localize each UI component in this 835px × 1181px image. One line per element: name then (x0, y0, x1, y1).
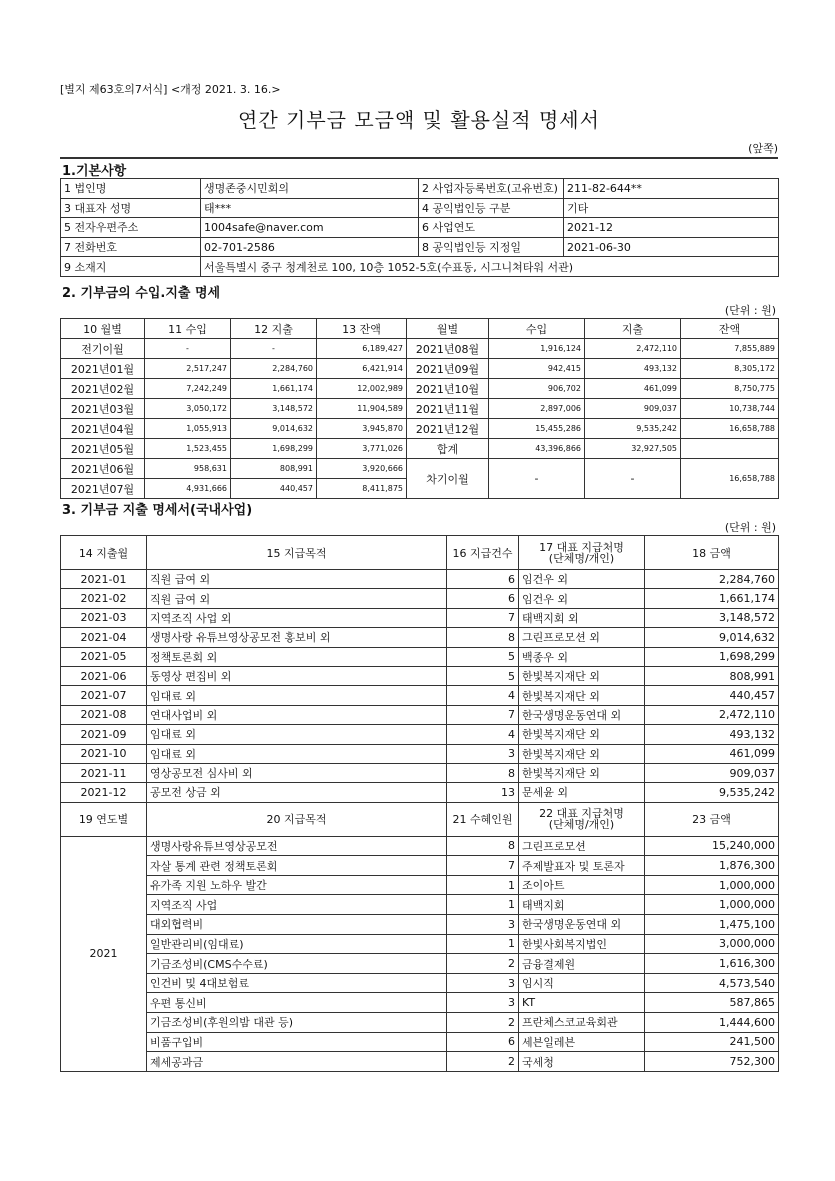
month-cell: 2021-12 (61, 783, 147, 802)
info-label: 8 공익법인등 지정일 (419, 237, 564, 257)
purpose-cell: 직원 급여 외 (147, 589, 447, 608)
info-row (61, 237, 779, 257)
basic-info-table (60, 178, 779, 277)
amount-cell: 1,055,913 (145, 419, 231, 439)
amount-cell: 8,305,172 (681, 359, 779, 379)
payee-cell: 금융결제원 (519, 954, 645, 974)
amount-cell: 1,616,300 (645, 954, 779, 974)
amount-cell: 1,698,299 (645, 647, 779, 666)
table-row (61, 647, 779, 666)
amount-cell: 8,750,775 (681, 379, 779, 399)
table-row (61, 783, 779, 802)
column-header: 월별 (407, 319, 489, 339)
amount-cell: 587,865 (645, 993, 779, 1013)
section2-unit: (단위 : 원) (724, 304, 776, 317)
amount-cell: 2,284,760 (231, 359, 317, 379)
table-row (61, 339, 779, 359)
payee-cell: 태백지회 (519, 895, 645, 915)
amount-cell: 3,050,172 (145, 399, 231, 419)
table-row (61, 895, 779, 915)
expense-detail-table (60, 535, 779, 1072)
amount-cell: 1,444,600 (645, 1013, 779, 1033)
amount-cell: 461,099 (585, 379, 681, 399)
count-cell: 13 (447, 783, 519, 802)
table-row (61, 954, 779, 974)
info-label: 2 사업자등록번호(고유번호) (419, 179, 564, 199)
column-header: 수입 (489, 319, 585, 339)
table-row (61, 570, 779, 589)
count-cell: 6 (447, 570, 519, 589)
amount-cell: 10,738,744 (681, 399, 779, 419)
amount-cell: - (145, 339, 231, 359)
column-header: 16 지급건수 (447, 536, 519, 570)
purpose-cell: 임대료 외 (147, 744, 447, 763)
count-cell: 7 (447, 705, 519, 724)
purpose-cell: 비품구입비 (147, 1032, 447, 1052)
count-cell: 6 (447, 1032, 519, 1052)
amount-cell: 808,991 (645, 666, 779, 685)
purpose-cell: 연대사업비 외 (147, 705, 447, 724)
month-cell: 2021-01 (61, 570, 147, 589)
amount-cell: 440,457 (645, 686, 779, 705)
purpose-cell: 대외협력비 (147, 915, 447, 935)
payee-cell: 한빛사회복지법인 (519, 934, 645, 954)
amount-cell: 3,000,000 (645, 934, 779, 954)
count-cell: 5 (447, 647, 519, 666)
info-row (61, 218, 779, 238)
column-header: 12 지출 (231, 319, 317, 339)
amount-cell: 1,523,455 (145, 439, 231, 459)
count-cell: 6 (447, 589, 519, 608)
amount-cell: 7,855,889 (681, 339, 779, 359)
month-cell: 2021년10월 (407, 379, 489, 399)
purpose-cell: 지역조직 사업 (147, 895, 447, 915)
month-cell: 2021-11 (61, 763, 147, 782)
table-row (61, 763, 779, 782)
month-cell: 2021-05 (61, 647, 147, 666)
month-cell: 2021년02월 (61, 379, 145, 399)
month-cell: 2021년12월 (407, 419, 489, 439)
count-cell: 3 (447, 973, 519, 993)
amount-cell: 942,415 (489, 359, 585, 379)
amount-cell: 3,148,572 (231, 399, 317, 419)
payee-cell: 한국생명운동연대 외 (519, 915, 645, 935)
table-row (61, 628, 779, 647)
month-cell: 2021년04월 (61, 419, 145, 439)
table-row (61, 915, 779, 935)
purpose-cell: 자살 통계 관련 정책토론회 (147, 856, 447, 876)
month-cell: 2021-07 (61, 686, 147, 705)
column-header (519, 802, 645, 836)
payee-cell: 한빛복지재단 외 (519, 686, 645, 705)
amount-cell: 3,945,870 (317, 419, 407, 439)
month-cell: 2021-06 (61, 666, 147, 685)
amount-cell: 752,300 (645, 1052, 779, 1072)
count-cell: 1 (447, 895, 519, 915)
carry-value: - (489, 459, 585, 499)
purpose-cell: 영상공모전 심사비 외 (147, 763, 447, 782)
amount-cell: 958,631 (145, 459, 231, 479)
info-value: 기타 (564, 198, 779, 218)
month-cell: 전기이월 (61, 339, 145, 359)
amount-cell: 909,037 (585, 399, 681, 419)
amount-cell: 3,148,572 (645, 608, 779, 627)
payee-cell: 임건우 외 (519, 589, 645, 608)
amount-cell: 11,904,589 (317, 399, 407, 419)
payee-cell: 주제발표자 및 토론자 (519, 856, 645, 876)
payee-cell: 한빛복지재단 외 (519, 725, 645, 744)
info-value: 1004safe@naver.com (201, 218, 419, 238)
month-cell: 2021년09월 (407, 359, 489, 379)
purpose-cell: 생명사랑유튜브영상공모전 (147, 836, 447, 856)
amount-cell: 440,457 (231, 479, 317, 499)
purpose-cell: 유가족 지원 노하우 발간 (147, 875, 447, 895)
address-row (61, 257, 779, 277)
month-cell: 2021-09 (61, 725, 147, 744)
info-value: 2021-06-30 (564, 237, 779, 257)
section1-title: 1.기본사항 (62, 164, 127, 179)
table-row (61, 589, 779, 608)
purpose-cell: 기금조성비(후원의밤 대관 등) (147, 1013, 447, 1033)
table-header-row (61, 536, 779, 570)
amount-cell: 9,535,242 (645, 783, 779, 802)
count-cell: 4 (447, 686, 519, 705)
amount-cell: 8,411,875 (317, 479, 407, 499)
amount-cell: 1,698,299 (231, 439, 317, 459)
table-row (61, 439, 779, 459)
payee-cell: 한국생명운동연대 외 (519, 705, 645, 724)
purpose-cell: 정책토론회 외 (147, 647, 447, 666)
column-header: 21 수혜인원 (447, 802, 519, 836)
info-label: 4 공익법인등 구분 (419, 198, 564, 218)
amount-cell: 2,472,110 (645, 705, 779, 724)
table-row (61, 934, 779, 954)
table-row (61, 744, 779, 763)
table-row (61, 836, 779, 856)
amount-cell: 2,897,006 (489, 399, 585, 419)
header-line: (단체명/개인) (548, 551, 615, 565)
purpose-cell: 인건비 및 4대보험료 (147, 973, 447, 993)
amount-cell: 9,014,632 (645, 628, 779, 647)
table-row (61, 359, 779, 379)
month-cell: 2021-08 (61, 705, 147, 724)
amount-cell: 43,396,866 (489, 439, 585, 459)
payee-cell: 임건우 외 (519, 570, 645, 589)
amount-cell: 3,920,666 (317, 459, 407, 479)
table-row (61, 608, 779, 627)
month-cell: 2021년05월 (61, 439, 145, 459)
count-cell: 2 (447, 954, 519, 974)
table-header-row (61, 802, 779, 836)
purpose-cell: 임대료 외 (147, 725, 447, 744)
info-label: 7 전화번호 (61, 237, 201, 257)
section2-title: 2. 기부금의 수입.지출 명세 (62, 286, 221, 301)
table-row (61, 459, 779, 479)
header-line: (단체명/개인) (548, 818, 615, 832)
info-label: 3 대표자 성명 (61, 198, 201, 218)
address-value: 서울특별시 중구 청계천로 100, 10층 1052-5호(수표동, 시그니쳐타워 서관) (201, 257, 779, 277)
year-cell: 2021 (61, 836, 147, 1071)
payee-cell: 한빛복지재단 외 (519, 666, 645, 685)
table-row (61, 1032, 779, 1052)
amount-cell: 493,132 (585, 359, 681, 379)
amount-cell: 1,661,174 (645, 589, 779, 608)
payee-cell: 국세청 (519, 1052, 645, 1072)
column-header: 23 금액 (645, 802, 779, 836)
column-header: 19 연도별 (61, 802, 147, 836)
count-cell: 2 (447, 1052, 519, 1072)
info-value: 02-701-2586 (201, 237, 419, 257)
form-number: [별지 제63호의7서식] <개정 2021. 3. 16.> (60, 83, 281, 96)
month-cell: 2021-03 (61, 608, 147, 627)
address-label: 9 소재지 (61, 257, 201, 277)
table-header-row (61, 319, 779, 339)
table-row (61, 875, 779, 895)
header-line: 17 대표 지급처명 (539, 540, 624, 554)
column-header: 13 잔액 (317, 319, 407, 339)
column-header: 14 지출월 (61, 536, 147, 570)
carry-value: 16,658,788 (681, 459, 779, 499)
amount-cell: 4,931,666 (145, 479, 231, 499)
purpose-cell: 동영상 편집비 외 (147, 666, 447, 685)
count-cell: 7 (447, 608, 519, 627)
count-cell: 2 (447, 1013, 519, 1033)
purpose-cell: 제세공과금 (147, 1052, 447, 1072)
column-header: 11 수입 (145, 319, 231, 339)
payee-cell: 한빛복지재단 외 (519, 744, 645, 763)
amount-cell: 1,000,000 (645, 895, 779, 915)
amount-cell: 2,284,760 (645, 570, 779, 589)
amount-cell: 12,002,989 (317, 379, 407, 399)
count-cell: 3 (447, 993, 519, 1013)
month-cell: 2021년08월 (407, 339, 489, 359)
payee-cell: 프란체스코교육회관 (519, 1013, 645, 1033)
count-cell: 3 (447, 744, 519, 763)
amount-cell: 3,771,026 (317, 439, 407, 459)
table-row (61, 705, 779, 724)
column-header: 18 금액 (645, 536, 779, 570)
info-row (61, 179, 779, 199)
amount-cell: 6,421,914 (317, 359, 407, 379)
count-cell: 8 (447, 763, 519, 782)
amount-cell: 4,573,540 (645, 973, 779, 993)
purpose-cell: 임대료 외 (147, 686, 447, 705)
amount-cell: 461,099 (645, 744, 779, 763)
info-label: 1 법인명 (61, 179, 201, 199)
section3-unit: (단위 : 원) (724, 521, 776, 534)
amount-cell: - (231, 339, 317, 359)
amount-cell: 7,242,249 (145, 379, 231, 399)
amount-cell: 2,517,247 (145, 359, 231, 379)
table-row (61, 856, 779, 876)
amount-cell: 1,876,300 (645, 856, 779, 876)
table-row (61, 666, 779, 685)
carry-value: - (585, 459, 681, 499)
amount-cell: 9,014,632 (231, 419, 317, 439)
payee-cell: 문세윤 외 (519, 783, 645, 802)
info-label: 5 전자우편주소 (61, 218, 201, 238)
table-row (61, 973, 779, 993)
payee-cell: 세븐일레븐 (519, 1032, 645, 1052)
purpose-cell: 공모전 상금 외 (147, 783, 447, 802)
table-row (61, 993, 779, 1013)
month-cell: 2021-02 (61, 589, 147, 608)
column-header: 10 월별 (61, 319, 145, 339)
info-value: 211-82-644** (564, 179, 779, 199)
payee-cell: 그린프로모션 외 (519, 628, 645, 647)
purpose-cell: 직원 급여 외 (147, 570, 447, 589)
column-header (519, 536, 645, 570)
month-cell: 2021년06월 (61, 459, 145, 479)
amount-cell: 906,702 (489, 379, 585, 399)
table-row (61, 1013, 779, 1033)
purpose-cell: 기금조성비(CMS수수료) (147, 954, 447, 974)
month-cell: 합계 (407, 439, 489, 459)
payee-cell: 백종우 외 (519, 647, 645, 666)
income-expense-table (60, 318, 779, 499)
payee-cell: 태백지회 외 (519, 608, 645, 627)
amount-cell: 2,472,110 (585, 339, 681, 359)
amount-cell: 493,132 (645, 725, 779, 744)
count-cell: 8 (447, 836, 519, 856)
top-rule (60, 157, 778, 159)
column-header: 잔액 (681, 319, 779, 339)
amount-cell: 1,475,100 (645, 915, 779, 935)
amount-cell: 1,916,124 (489, 339, 585, 359)
info-value: 생명존중시민회의 (201, 179, 419, 199)
table-row (61, 686, 779, 705)
payee-cell: 그린프로모션 (519, 836, 645, 856)
amount-cell: 32,927,505 (585, 439, 681, 459)
month-cell: 2021년03월 (61, 399, 145, 419)
purpose-cell: 생명사랑 유튜브영상공모전 홍보비 외 (147, 628, 447, 647)
amount-cell: 808,991 (231, 459, 317, 479)
table-row (61, 1052, 779, 1072)
info-label: 6 사업연도 (419, 218, 564, 238)
table-row (61, 725, 779, 744)
column-header: 15 지급목적 (147, 536, 447, 570)
table-row (61, 419, 779, 439)
amount-cell: 15,455,286 (489, 419, 585, 439)
count-cell: 8 (447, 628, 519, 647)
month-cell: 2021년01월 (61, 359, 145, 379)
info-value: 태*** (201, 198, 419, 218)
count-cell: 1 (447, 934, 519, 954)
amount-cell: 15,240,000 (645, 836, 779, 856)
month-cell: 2021년11월 (407, 399, 489, 419)
header-line: 22 대표 지급처명 (539, 807, 624, 821)
amount-cell: 241,500 (645, 1032, 779, 1052)
month-cell: 2021-10 (61, 744, 147, 763)
month-cell: 2021-04 (61, 628, 147, 647)
page-title: 연간 기부금 모금액 및 활용실적 명세서 (238, 108, 600, 132)
table-row (61, 399, 779, 419)
payee-cell: 조이아트 (519, 875, 645, 895)
count-cell: 3 (447, 915, 519, 935)
count-cell: 7 (447, 856, 519, 876)
amount-cell (681, 439, 779, 459)
month-cell: 2021년07월 (61, 479, 145, 499)
section3-title: 3. 기부금 지출 명세서(국내사업) (62, 503, 253, 518)
purpose-cell: 우편 통신비 (147, 993, 447, 1013)
info-value: 2021-12 (564, 218, 779, 238)
amount-cell: 1,000,000 (645, 875, 779, 895)
carry-label: 차기이월 (407, 459, 489, 499)
amount-cell: 16,658,788 (681, 419, 779, 439)
info-row (61, 198, 779, 218)
amount-cell: 9,535,242 (585, 419, 681, 439)
amount-cell: 1,661,174 (231, 379, 317, 399)
side-label: (앞쪽) (748, 142, 778, 155)
payee-cell: 임시직 (519, 973, 645, 993)
count-cell: 1 (447, 875, 519, 895)
payee-cell: 한빛복지재단 외 (519, 763, 645, 782)
purpose-cell: 지역조직 사업 외 (147, 608, 447, 627)
purpose-cell: 일반관리비(임대료) (147, 934, 447, 954)
count-cell: 4 (447, 725, 519, 744)
amount-cell: 6,189,427 (317, 339, 407, 359)
table-row (61, 379, 779, 399)
column-header: 지출 (585, 319, 681, 339)
amount-cell: 909,037 (645, 763, 779, 782)
payee-cell: KT (519, 993, 645, 1013)
column-header: 20 지급목적 (147, 802, 447, 836)
count-cell: 5 (447, 666, 519, 685)
